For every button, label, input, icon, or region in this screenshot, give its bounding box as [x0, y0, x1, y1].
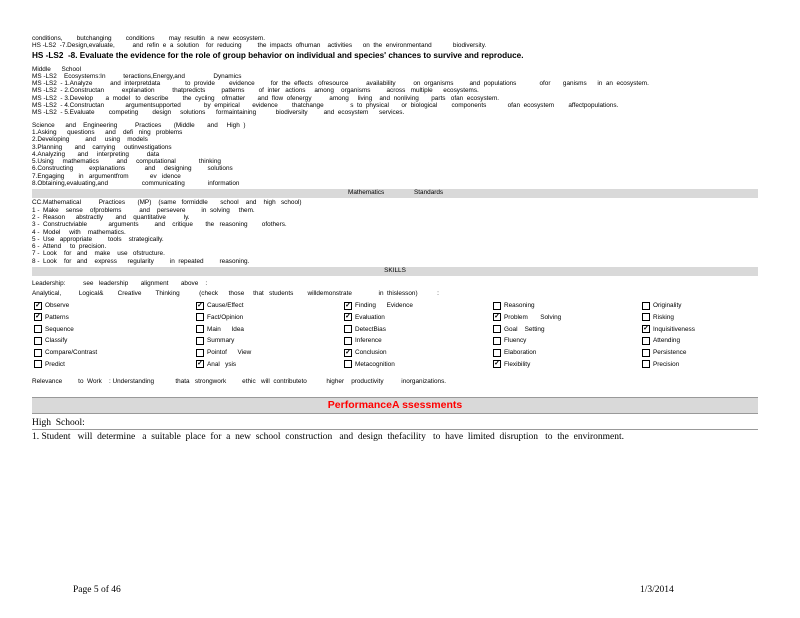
- empty-checkbox-icon[interactable]: [34, 360, 42, 368]
- skill-checkbox-item[interactable]: [196, 300, 251, 312]
- practice-line: 3.Planning and carrying outinvestigations: [32, 143, 172, 151]
- math-bar-right: Standards: [414, 189, 444, 197]
- skill-checkbox-item[interactable]: [642, 335, 695, 347]
- skills-column-1: [34, 300, 97, 371]
- skill-checkbox-item[interactable]: [642, 359, 695, 371]
- skill-checkbox-item[interactable]: [196, 335, 251, 347]
- middle-school-standards: [32, 66, 758, 117]
- skill-checkbox-item[interactable]: [344, 359, 413, 371]
- skill-checkbox-item[interactable]: [493, 323, 561, 335]
- math-practice-line: 3 - Constructviable arguments and critique the reasoning ofothers.: [32, 221, 287, 229]
- skill-label: Anal ysis: [207, 360, 237, 368]
- math-practice-line: 6 - Attend to precision.: [32, 243, 107, 251]
- skill-checkbox-item[interactable]: [493, 359, 561, 371]
- checked-checkbox-icon[interactable]: ✓: [494, 313, 500, 321]
- empty-checkbox-icon[interactable]: [34, 325, 42, 333]
- empty-checkbox-icon[interactable]: [493, 325, 501, 333]
- practice-line: 4.Analyzing and interpreting data: [32, 150, 160, 158]
- skill-checkbox-item[interactable]: [344, 335, 413, 347]
- skill-checkbox-item[interactable]: [344, 300, 413, 312]
- document-page: [32, 35, 758, 443]
- skill-label: Evaluation: [355, 313, 385, 321]
- empty-checkbox-icon[interactable]: [642, 349, 650, 357]
- skills-heading: SKILLS: [384, 267, 406, 275]
- skill-checkbox-item[interactable]: [493, 335, 561, 347]
- math-bar-left: Mathematics: [348, 189, 385, 197]
- practice-line: 6.Constructing explanations and designing solutions: [32, 165, 233, 173]
- empty-checkbox-icon[interactable]: [196, 313, 204, 321]
- skill-checkbox-item[interactable]: [34, 323, 97, 335]
- skill-checkbox-item[interactable]: [344, 347, 413, 359]
- skill-label: Precision: [653, 360, 680, 368]
- skill-label: Attending: [653, 337, 681, 345]
- empty-checkbox-icon[interactable]: [493, 302, 501, 310]
- skills-checkbox-grid: [32, 300, 758, 376]
- skill-checkbox-item[interactable]: [34, 300, 97, 312]
- skill-label: Reasoning: [504, 302, 535, 309]
- skill-label: Originality: [653, 302, 682, 309]
- practice-line: 1.Asking questions and defi ning problems: [32, 128, 183, 136]
- skill-label: Sequence: [45, 325, 74, 333]
- skill-label: Elaboration: [504, 349, 537, 357]
- skill-label: Fact/Opinion: [207, 313, 244, 321]
- assessment-item-1: 1. Student will determine a suitable place for a new school construction and design thefacility to have limited disruption to the environment.: [32, 429, 758, 443]
- science-engineering-practices: [32, 122, 758, 188]
- practice-line: 8.Obtaining,evaluating,and communicating information: [32, 180, 240, 188]
- skill-checkbox-item[interactable]: [196, 347, 251, 359]
- skill-checkbox-item[interactable]: [642, 300, 695, 312]
- ms-standard-line: MS -LS2 - 5.Evaluate competing design solutions formaintaining biodiversity and ecosystem services.: [32, 109, 405, 117]
- ms-standard-line: MS -LS2 - 3.Develop a model to describe the cycling ofmatter and flow ofenergy among living and nonliving parts ofan ecosystem.: [32, 94, 500, 102]
- skill-checkbox-item[interactable]: [344, 323, 413, 335]
- skill-label: Metacognition: [355, 360, 395, 368]
- skill-checkbox-item[interactable]: [34, 335, 97, 347]
- checked-checkbox-icon[interactable]: ✓: [197, 301, 203, 309]
- empty-checkbox-icon[interactable]: [642, 313, 650, 321]
- skill-label: Inquisitiveness: [653, 325, 695, 333]
- high-school-label: High School:: [32, 417, 85, 428]
- skill-checkbox-item[interactable]: [196, 323, 251, 335]
- skills-column-5: [642, 300, 695, 371]
- performance-assessments-heading: PerformanceA ssessments: [32, 397, 758, 414]
- checked-checkbox-icon[interactable]: ✓: [643, 325, 649, 333]
- skill-checkbox-item[interactable]: [34, 359, 97, 371]
- math-practice-line: 1 - Make sense ofproblems and persevere in solving them.: [32, 206, 255, 214]
- empty-checkbox-icon[interactable]: [344, 337, 352, 345]
- hs-ls2-8: HS -LS2 -8. Evaluate the evidence for the role of group behavior on individual and species' chances to survive and reproduce.: [32, 50, 524, 60]
- skills-bar: [32, 267, 758, 276]
- skills-column-2: [196, 300, 251, 371]
- ms-standard-line: Middle School: [32, 65, 82, 73]
- skill-label: Finding Evidence: [355, 302, 413, 309]
- skill-label: Cause/Effect: [207, 302, 244, 309]
- math-practices: [32, 199, 758, 265]
- skill-label: Flexibility: [504, 360, 531, 368]
- skill-checkbox-item[interactable]: [196, 311, 251, 323]
- ms-standard-line: MS -LS2 - 1.Analyze and interpretdata to provide evidence for the effects ofresource availability on organisms and populations ofor ganisms in an ecosystem.: [32, 80, 649, 88]
- skill-label: Compare/Contrast: [45, 349, 98, 357]
- skill-label: Problem Solving: [504, 313, 562, 321]
- empty-checkbox-icon[interactable]: [34, 349, 42, 357]
- checked-checkbox-icon[interactable]: ✓: [35, 313, 41, 321]
- skill-checkbox-item[interactable]: [493, 311, 561, 323]
- skill-checkbox-item[interactable]: [34, 347, 97, 359]
- ms-standard-line: MS -LS2 Ecosystems:In teractions,Energy,and Dynamics: [32, 72, 242, 80]
- skill-checkbox-item[interactable]: [642, 311, 695, 323]
- mathematics-standards-bar: [32, 189, 758, 198]
- skill-checkbox-item[interactable]: [642, 347, 695, 359]
- math-practice-line: 4 - Model with mathematics.: [32, 228, 126, 236]
- math-practice-line: CC.Mathematical Practices (MP) (same formiddle school and high school): [32, 199, 302, 207]
- skills-column-3: [344, 300, 413, 371]
- ms-standard-line: MS -LS2 - 2.Constructan explanation thatpredicts patterns of inter actions among organisms across multiple ecosystems.: [32, 87, 479, 95]
- skill-checkbox-item[interactable]: [344, 311, 413, 323]
- skill-checkbox-item[interactable]: [493, 300, 561, 312]
- relevance-line: Relevance to Work : Understanding thata strongwork ethic will contributeto higher productivity inorganizations.: [32, 377, 447, 385]
- skill-label: Fluency: [504, 337, 527, 345]
- skill-label: Pointof View: [207, 349, 252, 357]
- leadership-line: Leadership: see leadership alignment above :: [32, 280, 208, 288]
- empty-checkbox-icon[interactable]: [642, 337, 650, 345]
- skill-label: Conclusion: [355, 349, 387, 357]
- skill-checkbox-item[interactable]: [34, 311, 97, 323]
- empty-checkbox-icon[interactable]: [344, 360, 352, 368]
- page-number: Page 5 of 46: [73, 585, 121, 595]
- skill-label: Patterns: [45, 313, 69, 321]
- empty-checkbox-icon[interactable]: [34, 337, 42, 345]
- empty-checkbox-icon[interactable]: [642, 302, 650, 310]
- skill-label: Persistence: [653, 349, 687, 357]
- ms-standard-line: MS -LS2 - 4.Constructan argumentsupported by empirical evidence thatchange s to physical or biological components ofan ecosystem affectpopulations.: [32, 102, 619, 110]
- hs-ls2-7: HS -LS2 -7.Design,evaluate, and refin e a solution for reducing the impacts ofhuman activities on the environmentand biodiversity.: [32, 42, 487, 50]
- checked-checkbox-icon[interactable]: ✓: [345, 301, 351, 309]
- checked-checkbox-icon[interactable]: ✓: [197, 360, 203, 368]
- skill-label: Predict: [45, 360, 65, 368]
- math-practice-line: 5 - Use appropriate tools strategically.: [32, 235, 164, 243]
- math-practice-line: 7 - Look for and make use ofstructure.: [32, 250, 165, 258]
- practice-line: 5.Using mathematics and computational thinking: [32, 158, 221, 166]
- empty-checkbox-icon[interactable]: [344, 325, 352, 333]
- skill-label: Inference: [355, 337, 382, 345]
- empty-checkbox-icon[interactable]: [196, 325, 204, 333]
- skill-label: Goal Setting: [504, 325, 545, 333]
- practice-line: Science and Engineering Practices (Middle and High ): [32, 121, 246, 129]
- skill-checkbox-item[interactable]: [493, 347, 561, 359]
- hs-line-1: conditions, butchanging conditions may resultin a new ecosystem.: [32, 35, 266, 42]
- skill-label: Summary: [207, 337, 235, 345]
- checked-checkbox-icon[interactable]: ✓: [345, 348, 351, 356]
- empty-checkbox-icon[interactable]: [196, 349, 204, 357]
- skills-column-4: [493, 300, 561, 371]
- skill-label: DetectBias: [355, 325, 386, 333]
- practice-line: 2.Developing and using models: [32, 136, 148, 144]
- skill-checkbox-item[interactable]: [196, 359, 251, 371]
- footer-date: 1/3/2014: [640, 585, 674, 595]
- empty-checkbox-icon[interactable]: [196, 337, 204, 345]
- skill-label: Observe: [45, 302, 70, 309]
- practice-line: 7.Engaging in argumentfrom ev idence: [32, 172, 181, 180]
- checked-checkbox-icon[interactable]: ✓: [35, 301, 41, 309]
- checked-checkbox-icon[interactable]: ✓: [494, 360, 500, 368]
- checked-checkbox-icon[interactable]: ✓: [345, 313, 351, 321]
- analytical-line: Analytical, Logical& Creative Thinking (check those that students willdemonstrate in thislesson) :: [32, 290, 439, 298]
- skill-label: Main Idea: [207, 325, 244, 333]
- skill-checkbox-item[interactable]: [642, 323, 695, 335]
- empty-checkbox-icon[interactable]: [493, 349, 501, 357]
- math-practice-line: 2 - Reason abstractly and quantitative ly.: [32, 213, 190, 221]
- skill-label: Classify: [45, 337, 68, 345]
- math-practice-line: 8 - Look for and express regularity in repeated reasoning.: [32, 257, 250, 265]
- empty-checkbox-icon[interactable]: [493, 337, 501, 345]
- empty-checkbox-icon[interactable]: [642, 360, 650, 368]
- skill-label: Risking: [653, 313, 674, 321]
